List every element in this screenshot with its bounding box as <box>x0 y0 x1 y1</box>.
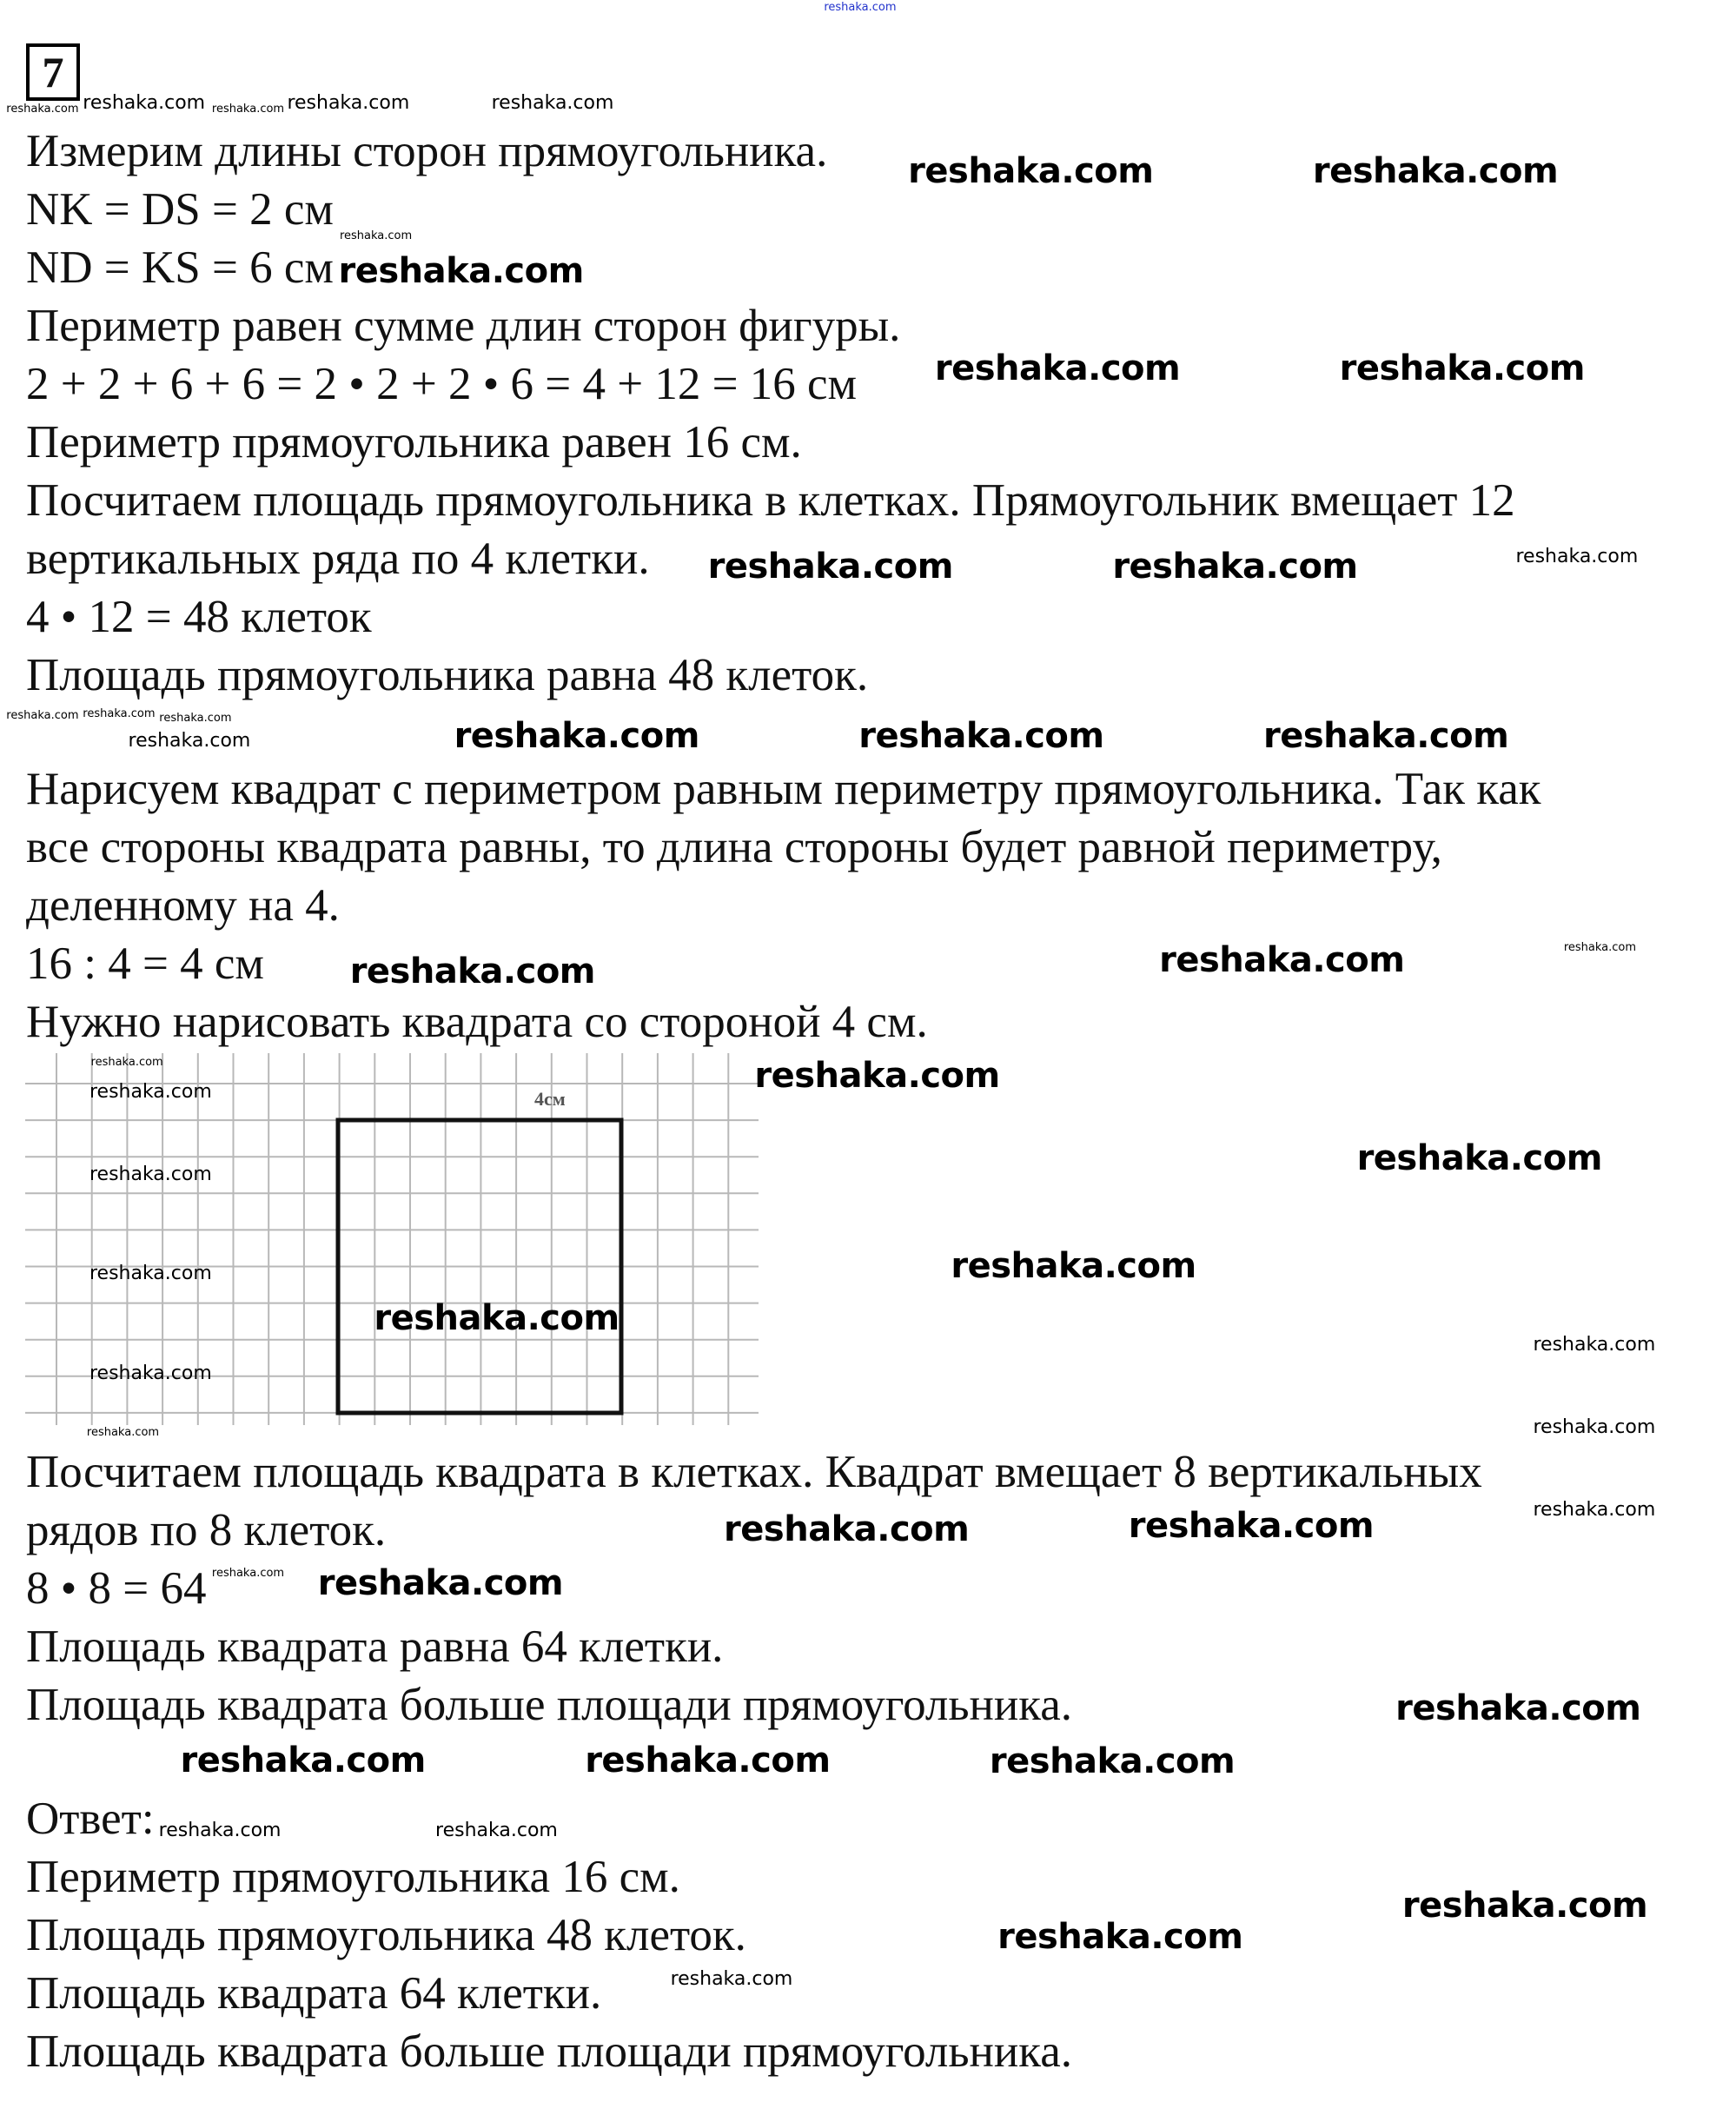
watermark: reshaka.com <box>6 103 79 116</box>
text-line-content: вертикальных ряда по 4 клетки. <box>26 534 650 584</box>
text-line <box>26 1965 1729 2023</box>
text-line <box>26 819 1729 877</box>
text-line-content: 2 + 2 + 6 + 6 = 2 • 2 + 2 • 6 = 4 + 12 = 16 см <box>26 359 858 409</box>
text-line-content: Периметр прямоугольника равен 16 см. <box>26 417 802 467</box>
watermark: reshaka.com <box>908 150 1154 191</box>
text-line <box>26 239 1729 297</box>
watermark: reshaka.com <box>1263 716 1509 757</box>
watermark: reshaka.com <box>287 92 410 115</box>
watermark: reshaka.com <box>1159 940 1405 981</box>
text-line-content: 8 • 8 = 64 <box>26 1563 207 1614</box>
text-line <box>26 2023 1729 2081</box>
text-line <box>26 1618 1729 1676</box>
text-line-content: Ответ: <box>26 1794 155 1844</box>
text-line-content: Площадь прямоугольника равна 48 клеток. <box>26 650 869 700</box>
text-line-content: Площадь прямоугольника 48 клеток. <box>26 1910 746 1960</box>
watermark: reshaka.com <box>86 1425 160 1439</box>
watermark: reshaka.com <box>989 1741 1236 1781</box>
text-line <box>26 647 1729 705</box>
watermark: reshaka.com <box>1533 1333 1656 1356</box>
watermark: reshaka.com <box>349 951 595 991</box>
square-side-label: 4см <box>534 1088 566 1110</box>
watermark: reshaka.com <box>1401 1886 1648 1926</box>
watermark: reshaka.com <box>89 1263 212 1285</box>
text-line <box>26 588 1729 647</box>
watermark: reshaka.com <box>211 1567 285 1581</box>
text-line-content: рядов по 8 клеток. <box>26 1505 387 1555</box>
watermark: reshaka.com <box>707 546 953 587</box>
watermark: reshaka.com <box>951 1246 1196 1287</box>
watermark: reshaka.com <box>1533 1499 1656 1522</box>
text-line-content: Нарисуем квадрат с периметром равным периметру прямоугольника. Так как <box>26 764 1541 814</box>
measurement-section <box>26 123 1729 705</box>
text-line-content: все стороны квадрата равны, то длина стороны будет равной периметру, <box>26 822 1442 872</box>
text-line-content: Площадь квадрата 64 клетки. <box>26 1968 602 2019</box>
text-line-content: 16 : 4 = 4 см <box>26 938 264 989</box>
watermark: reshaka.com <box>89 1164 212 1186</box>
text-line-content: ND = KS = 6 см <box>26 242 334 293</box>
watermark: reshaka.com <box>1395 1688 1641 1728</box>
watermark: reshaka.com <box>128 730 251 753</box>
watermark: reshaka.com <box>90 1055 163 1069</box>
watermark: reshaka.com <box>180 1740 426 1780</box>
watermark: reshaka.com <box>83 92 206 115</box>
text-line-content: деленному на 4. <box>26 880 340 931</box>
text-line <box>26 1790 1729 1848</box>
text-line-content: Посчитаем площадь квадрата в клетках. Квадрат вмещает 8 вертикальных <box>26 1447 1482 1497</box>
watermark: reshaka.com <box>934 348 1181 389</box>
watermark: reshaka.com <box>159 712 232 726</box>
text-line <box>26 414 1729 472</box>
watermark: reshaka.com <box>1563 941 1637 955</box>
watermark: reshaka.com <box>1112 546 1358 587</box>
text-line-content: Посчитаем площадь прямоугольника в клетках. Прямоугольник вмещает 12 <box>26 475 1515 526</box>
watermark: reshaka.com <box>338 251 584 292</box>
text-line <box>26 760 1729 819</box>
text-line <box>26 935 1729 993</box>
watermark: reshaka.com <box>454 716 699 757</box>
text-line <box>26 1443 1729 1502</box>
answer-section <box>26 1790 1729 2081</box>
text-line-content: Площадь квадрата равна 64 клетки. <box>26 1621 724 1672</box>
watermark: reshaka.com <box>670 1968 793 1991</box>
text-line-content: Периметр равен сумме длин сторон фигуры. <box>26 301 901 351</box>
watermark: reshaka.com <box>858 716 1104 757</box>
watermark: reshaka.com <box>158 1819 282 1841</box>
task-number-badge: 7 <box>26 43 80 101</box>
watermark: reshaka.com <box>1515 545 1639 567</box>
text-line-content: Площадь квадрата больше площади прямоугольника. <box>26 1680 1072 1730</box>
watermark: reshaka.com <box>491 92 614 115</box>
watermark: reshaka.com <box>1312 150 1559 191</box>
text-line <box>26 877 1729 935</box>
text-line-content: Нужно нарисовать квадрата со стороной 4 см. <box>26 997 928 1047</box>
text-line-content: Измерим длины сторон прямоугольника. <box>26 126 828 176</box>
watermark: reshaka.com <box>89 1363 212 1385</box>
text-line-content: NK = DS = 2 см <box>26 184 334 235</box>
text-line-content: Площадь квадрата больше площади прямоугольника. <box>26 2026 1072 2077</box>
watermark: reshaka.com <box>435 1820 558 1842</box>
watermark: reshaka.com <box>374 1298 620 1339</box>
watermark: reshaka.com <box>754 1055 1000 1096</box>
watermark: reshaka.com <box>211 102 285 116</box>
watermark: reshaka.com <box>585 1740 831 1780</box>
watermark: reshaka.com <box>1356 1137 1602 1178</box>
watermark: reshaka.com <box>1339 348 1585 389</box>
text-line <box>26 297 1729 355</box>
text-line <box>26 993 1729 1051</box>
watermark: reshaka.com <box>83 706 156 720</box>
watermark: reshaka.com <box>1128 1505 1375 1546</box>
watermark: reshaka.com <box>1533 1416 1656 1438</box>
watermark: reshaka.com <box>89 1081 212 1104</box>
text-line-content: Периметр прямоугольника 16 см. <box>26 1852 680 1902</box>
watermark: reshaka.com <box>997 1916 1243 1957</box>
text-line-content: 4 • 12 = 48 клеток <box>26 592 372 642</box>
watermark: reshaka.com <box>339 229 413 243</box>
square-construction-section <box>26 760 1729 1051</box>
watermark: reshaka.com <box>317 1563 564 1604</box>
text-line <box>26 472 1729 530</box>
watermark: reshaka.com <box>724 1509 970 1550</box>
watermark: reshaka.com <box>824 1 897 15</box>
watermark: reshaka.com <box>6 708 79 722</box>
